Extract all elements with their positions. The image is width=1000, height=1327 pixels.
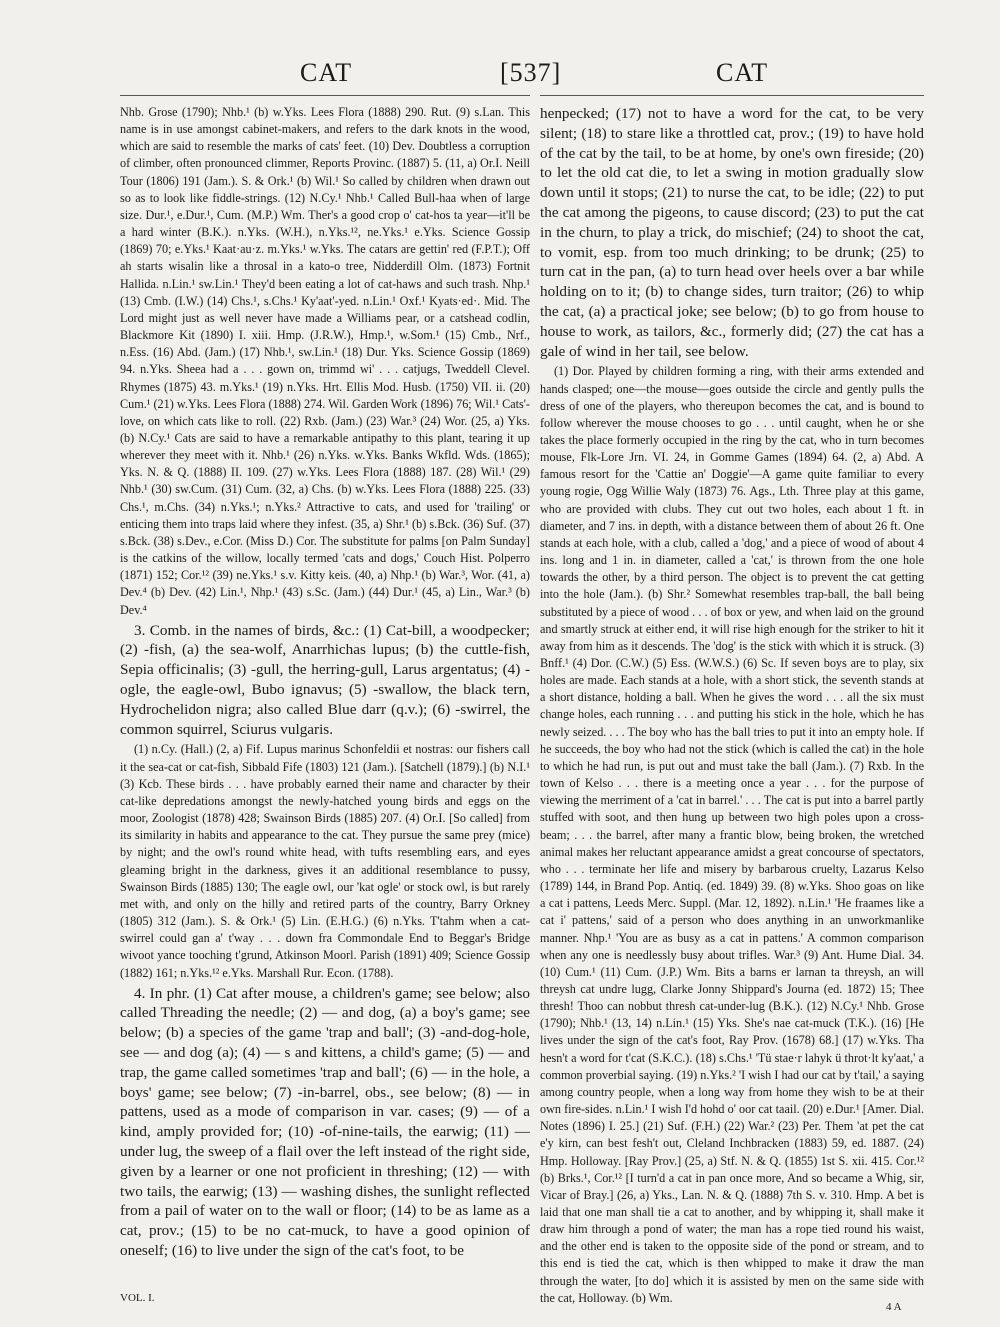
page-number: [537]: [500, 58, 562, 87]
header-rule-left: [120, 95, 530, 96]
running-head-right: CAT: [716, 58, 769, 87]
compounds-paragraph: 3. Comb. in the names of birds, &c.: (1) Cat-bill, a woodpecker; (2) -fish, (a) the sea-wolf, Anarrhichas lupus; (b) the cuttle-fish, Sepia officinalis; (3) -gull, the herring-gull, Larus argentatus; (4) -ogle, the eagle-owl, Bubo ignavus; (5) -swallow, the black tern, Hydrochelidon nigra; also called Blue darr (q.v.); (6) -swirrel, the common squirrel, Sciurus vulgaris.: [120, 621, 530, 738]
phrases-continuation: henpecked; (17) not to have a word for the cat, to be very silent; (18) to stare like a throttled cat, prov.; (19) to have hold of the cat by the tail, to be at home, by one's own fireside; (20) to let the old cat die, to let a swing in motion gradually slow down until it stops; (21) to nurse the cat, to be idle; (22) to put the cat among the pigeons, to cause discord; (23) to put the cat in the churn, to play a trick, do mischief; (24) to shoot the cat, to vomit, esp. from too much drinking; to be drunk; (25) to turn cat in the pan, (a) to turn head over heels over a bar while holding on to it; (b) to change sides, turn traitor; (26) to whip the cat, (a) a practical joke; see below; (b) to go from house to house to work, as tailors, &c., formerly did; (27) the cat has a gale of wind in her tail, see below.: [540, 105, 924, 360]
left-column: [120, 104, 530, 1292]
right-column: [540, 104, 924, 1304]
compounds-citations: (1) n.Cy. (Hall.) (2, a) Fif. Lupus marinus Schonfeldii et nostras: our fishers call it the sea-cat or cat-fish, Sibbald Fife (1803) 121 (Jam.). [Satchell (1879).] (b) N.I.¹ (3) Kcb. These birds . . . have probably earned their name and character by their cat-like depredations amongst the newly-hatched young birds and eggs on the moor, Zoologist (1878) 428; Swainson Birds (1885) 207. (4) Or.I. [So called] from its similarity in habits and appearance to the cat. They pursue the same prey (mice) by night; and the owl's round white head, with tufts resembling ears, and eyes gleaming bright in the darkness, gives it an additional resemblance to pussy, Swainson Birds (1885) 130; The eagle owl, our 'kat ogle' or stock owl, is but rarely met with, and only on the hilly and retired parts of the country, Barry Orkney (1805) 312 (Jam.). S. & Ork.¹ (5) Lin. (E.H.G.) (6) n.Yks. T'tahm when a cat-swirrel could gan a' t'way . . . down fra Commondale End to Beggar's Bridge wivoot yance tooching t'grund, Atkinson Moorl. Parish (1891) 409; Science Gossip (1882) 161; n.Yks.¹² e.Yks. Marshall Rur. Econ. (1788).: [120, 742, 530, 980]
phrases-citations: (1) Dor. Played by children forming a ring, with their arms extended and hands clasped; one—the mouse—goes outside the circle and gently pulls the dress of one of the players, who thereupon becomes the cat, and is bound to follow wherever the mouse chooses to go . . . until caught, when he or she takes the place formerly occupied in the ring by the cat, who in turn becomes mouse, Flk-Lore Jrn. VI. 24, in Gomme Games (1894) 64. (2, a) Abd. A famous resort for the 'Cattie an' Doggie'—A game quite familiar to every young rogie, Ogg Willie Waly (1873) 76. Ags., Lth. Three play at this game, who are provided with clubs. They cut out two holes, each about 1 ft. in diameter, and 7 ins. in depth, with a distance between them of about 26 ft. One stands at each hole, with a club, called a 'dog,' and a piece of wood of about 4 ins. long and 1 in. in diameter, called a 'cat,' is thrown from the one hole towards the other, by a third person. The object is to prevent the cat getting into the hole (Jam.). (b) Shr.² Somewhat resembles trap-ball, the ball being substituted by a piece of wood . . . of box or yew, and when laid on the ground and smartly struck at either end, it will rise high enough for the striker to hit it away from him as it descends. The 'dog' is the stick with which it is struck. (3) Bnff.¹ (4) Dor. (C.W.) (5) Ess. (W.W.S.) (6) Sc. If seven boys are to play, six holes are made. Each stands at a hole, with a short stick, the seventh stands at a short distance, holding a ball. When he gives the word . . . all the six must change holes, each running . . . and putting his stick in the hole, which he has newly seized. . . . The boy who has the ball tries to put it into an empty hole. If he succeeds, the boy who had not the stick (which is called the cat) in the hole to which he had run, is put out and must take the ball (Jam.). (7) Rxb. In the town of Kelso . . . there is a meeting once a year . . . for the purpose of viewing the merriment of a 'cat in barrel.' . . . The cat is put into a barrel partly stuffed with soot, and then hung up between two high poles upon a cross-beam; . . . the barrel, after many a frantic blow, being broken, the wretched animal makes her reluctant appearance amidst a great concourse of spectators, who . . . terminate her life and misery by barbarous cruelty, Lazarus Kelso (1789) 144, in Brand Pop. Antiq. (ed. 1849) 39. (8) w.Yks. Shoo goas on like a cat i pattens, Leeds Merc. Suppl. (Mar. 12, 1892). n.Lin.¹ 'He fraames like a cat i' pattens,' said of a person who does anything in an unworkmanlike manner. Nhp.¹ 'You are as busy as a cat in pattens.' A common comparison when any one is needlessly busy about trifles. War.³ (9) Ant. Hume Dial. 34. (10) Cum.¹ (11) Cum. (J.P.) Wm. Bits a barns er larnan ta threysh, an will threysh cat undre lugg, Clarke Jonny Shippard's Journa (ed. 1872) 15; Thee thresh! Thoo can nobbut thresh cat-under-lug (B.K.). (12) N.Cy.¹ Nhb. Grose (1790); Nhb.¹ (13, 14) n.Lin.¹ (15) Yks. She's nae cat-muck (T.K.). (16) [He lives under the sign of the cat's foot, Ray Prov. (1678) 68.] (17) w.Yks. Tha hesn't a word for t'cat (S.K.C.). (18) s.Chs.¹ 'Tü stae·r lahyk ü throt·lt ky'aat,' a common proverbial saying. (19) n.Yks.² 'I wish I had our cat by t'tail,' a saying among country people, when a long way from home they wish to be at their own fire-sides. n.Lin.¹ I wish I'd hohd o' oor cat taail. (20) e.Dur.¹ [Amer. Dial. Notes (1896) I. 25.] (21) Suf. (F.H.) (22) War.² (23) Per. Them 'at pet the cat e'y kirn, can best fesh't out, Cleland Inchbracken (1883) 59, ed. 1887. (24) Hmp. Holloway. [Ray Prov.] (25, a) Stf. N. & Q. (1855) 1st S. xii. 415. Cor.¹² (b) Brks.¹, Cor.¹² [I turn'd a cat in pan once more, And so became a Whig, sir, Vicar of Bray.] (26, a) Yks., Lan. N. & Q. (1888) 7th S. v. 310. Hmp. A bet is laid that one man shall tie a cat to another, and by whipping it, shall make it draw him through a pond of water; the man has a rope tied round his waist, and the other end is taken to the opposite side of the pond or stream, and to this end is tied the cat, which is then whipped to make it draw the man through the water, [to do] which it is assisted by men on the same side with the cat, Holloway. (b) Wm.: [540, 364, 924, 1304]
running-head-left: CAT: [300, 58, 353, 87]
header-rule-right: [540, 95, 924, 96]
volume-label: VOL. I.: [120, 1292, 155, 1304]
citations-paragraph: Nhb. Grose (1790); Nhb.¹ (b) w.Yks. Lees Flora (1888) 290. Rut. (9) s.Lan. This name is in use amongst cabinet-makers, and refers to the dark knots in the wood, which are said to resemble the marks of cats' feet. (10) Dev. Doubtless a corruption of climber, often pronounced climmer, Reports Provinc. (1887) 5. (11, a) Or.I. Neill Tour (1806) 191 (Jam.). S. & Ork.¹ (b) Wil.¹ So called by children when drawn out so as to look like fiddle-strings. (12) N.Cy.¹ Nhb.¹ Called Bull-haa when of large size. Dur.¹, e.Dur.¹, Cum. (M.P.) Wm. Ther's a good crop o' cat-hos ta year—it'll be a hard winter (B.K.). n.Yks. (W.H.), n.Yks.¹², ne.Yks.¹ e.Yks. Science Gossip (1869) 70; e.Yks.¹ Kaat·au·z. m.Yks.¹ w.Yks. The catars are gettin' red (F.P.T.); Off ah starts wisalin like a throsal in a kato-o tree, Nidderdill Olm. (1873) Fortnit Hallida. n.Lin.¹ sw.Lin.¹ They'd been eating a lot of cat-haws and such trash. Nhp.¹ (13) Cmb. (I.W.) (14) Chs.¹, s.Chs.¹ Ky'aat'-yed. n.Lin.¹ Oxf.¹ Kyats·ed·. Mid. The Lord might just as well never have made a Williams pear, or a catshead codlin, Blackmore Kit (1890) I. xiii. Hmp. (J.R.W.), Hmp.¹, w.Som.¹ (15) Cmb., Nrf., n.Ess. (16) Abd. (Jam.) (17) Nhb.¹, sw.Lin.¹ (18) Dur. Yks. Science Gossip (1869) 94. n.Yks. Sheea had a . . . gown on, trimmd wi' . . . catjugs, Tweddell Clevel. Rhymes (1875) 43. m.Yks.¹ (19) n.Yks. Hrt. Ellis Mod. Husb. (1750) VII. ii. (20) Cum.¹ (21) w.Yks. Lees Flora (1888) 274. Wil. Garden Work (1896) 76; Wil.¹ Cats'-love, on which cats like to roll. (22) Rxb. (Jam.) (23) War.³ (24) Wor. (25, a) Yks. (b) N.Cy.¹ Cats are said to have a remarkable antipathy to this plant, tearing it up wherever they meet with it. Nhb.¹ (26) n.Yks. w.Yks. Banks Wkfld. Wds. (1865); Yks. N. & Q. (1888) II. 109. (27) w.Yks. Lees Flora (1888) 187. (28) Wil.¹ (29) Nhb.¹ (30) sw.Cum. (31) Cum. (32, a) Chs. (b) w.Yks. Lees Flora (1888) 225. (33) Chs.¹, m.Chs. (34) n.Yks.¹; n.Yks.² Attractive to cats, and used for 'trailing' or enticing them into traps laid where they infest. (35, a) Shr.¹ (b) s.Bck. (36) Suf. (37) s.Bck. (38) s.Dev., e.Cor. (Miss D.) Cor. The substitute for palms [on Palm Sunday] is the catkins of the willow, locally termed 'cats and dogs,' Couch Hist. Polperro (1871) 152; Cor.¹² (39) ne.Yks.¹ s.v. Kitty keis. (40, a) Nhp.¹ (b) War.³, Wor. (41, a) Dev.⁴ (b) Dev. (42) Lin.¹, Nhp.¹ (43) s.Sc. (Jam.) (44) Dur.¹ (45, a) Lin., War.³ (b) Dev.⁴: [120, 105, 530, 617]
signature-mark: 4 A: [886, 1301, 902, 1313]
phrases-paragraph: 4. In phr. (1) Cat after mouse, a children's game; see below; also called Threading the needle; (2) — and dog, (a) a boy's game; see below; (b) a species of the game 'trap and ball'; (3) -and-dog-hole, see — and dog (a); (4) — s and kittens, a child's game; (5) — and trap, the game called sometimes 'trap and ball'; (6) — in the hole, a boys' game; see below; (7) -in-barrel, obs., see below; (8) — in pattens, used as a mode of comparison in var. cases; (9) — of a kind, amply provided for; (10) -of-nine-tails, the earwig; (11) — under lug, the sweep of a flail over the left instead of the right side, given by a learner or one not proficient in threshing; (12) — with two tails, the earwig; (13) — washing dishes, the sunlight reflected from a pail of water on to the wall or floor; (14) to be as lame as a cat, prov.; (15) to be no cat-muck, to have a good opinion of oneself; (16) to live under the sign of the cat's foot, to be: [120, 984, 530, 1260]
